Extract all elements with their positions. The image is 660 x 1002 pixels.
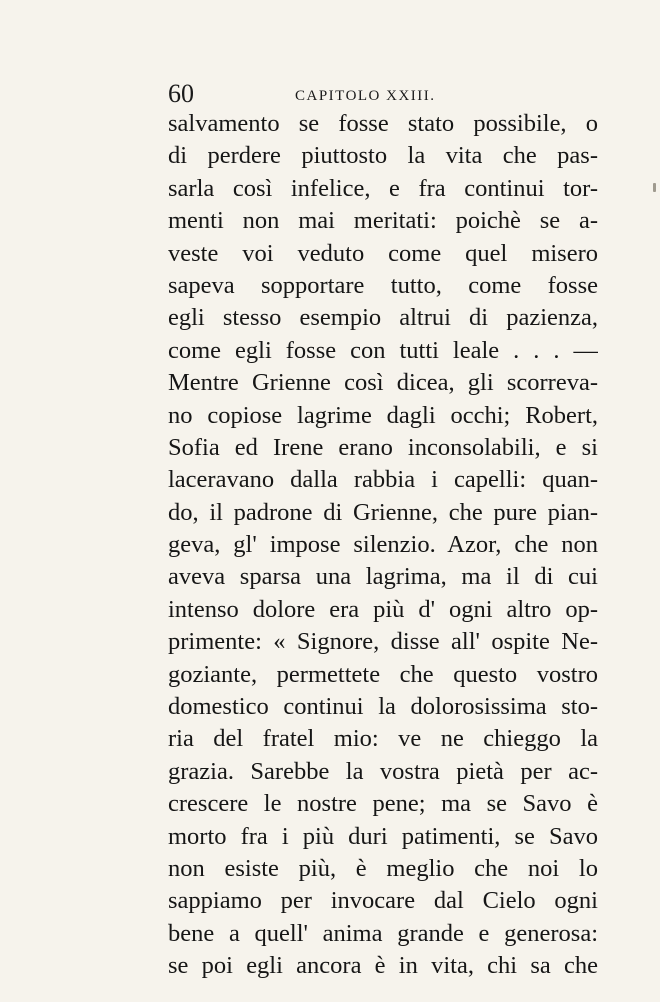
text-line: sarla così infelice, e fra continui tor-	[168, 174, 598, 202]
text-line: no copiose lagrime dagli occhi; Robert,	[168, 401, 598, 429]
text-line: non esiste più, è meglio che noi lo	[168, 854, 598, 882]
text-line: bene a quell' anima grande e generosa:	[168, 919, 598, 947]
text-line: sappiamo per invocare dal Cielo ogni	[168, 887, 598, 915]
text-line: laceravano dalla rabbia i capelli: quan-	[168, 466, 598, 494]
text-line: veste voi veduto come quel misero	[168, 239, 598, 267]
running-head	[168, 80, 468, 108]
text-line: salvamento se fosse stato possibile, o	[168, 110, 598, 137]
text-line: geva, gl' impose silenzio. Azor, che non	[168, 531, 598, 559]
chapter-title: CAPITOLO XXIII.	[295, 88, 436, 104]
text-line: ria del fratel mio: ve ne chieggo la	[168, 725, 598, 753]
text-line: grazia. Sarebbe la vostra pietà per ac-	[168, 757, 598, 785]
text-line: egli stesso esempio altrui di pazienza,	[168, 304, 598, 332]
body-text	[168, 108, 598, 983]
text-line: goziante, permettete che questo vostro	[168, 660, 598, 688]
page-number: 60	[168, 79, 194, 108]
text-line: sapeva sopportare tutto, come fosse	[168, 271, 598, 299]
text-line: intenso dolore era più d' ogni altro op-	[168, 595, 598, 623]
paper-speck	[653, 183, 656, 192]
text-line: come egli fosse con tutti leale . . . —	[168, 336, 598, 364]
text-line: Sofia ed Irene erano inconsolabili, e si	[168, 433, 598, 461]
text-line: Mentre Grienne così dicea, gli scorreva-	[168, 369, 598, 397]
text-line: se poi egli ancora è in vita, chi sa che	[168, 952, 598, 980]
text-line: domestico continui la dolorosissima sto-	[168, 693, 598, 721]
text-line: primente: « Signore, disse all' ospite Ne-	[168, 628, 598, 656]
text-line: crescere le nostre pene; ma se Savo è	[168, 790, 598, 818]
text-line: di perdere piuttosto la vita che pas-	[168, 142, 598, 170]
text-line: morto fra i più duri patimenti, se Savo	[168, 822, 598, 850]
text-line: aveva sparsa una lagrima, ma il di cui	[168, 563, 598, 591]
text-line: menti non mai meritati: poichè se a-	[168, 207, 598, 235]
text-line: do, il padrone di Grienne, che pure pian-	[168, 498, 598, 526]
